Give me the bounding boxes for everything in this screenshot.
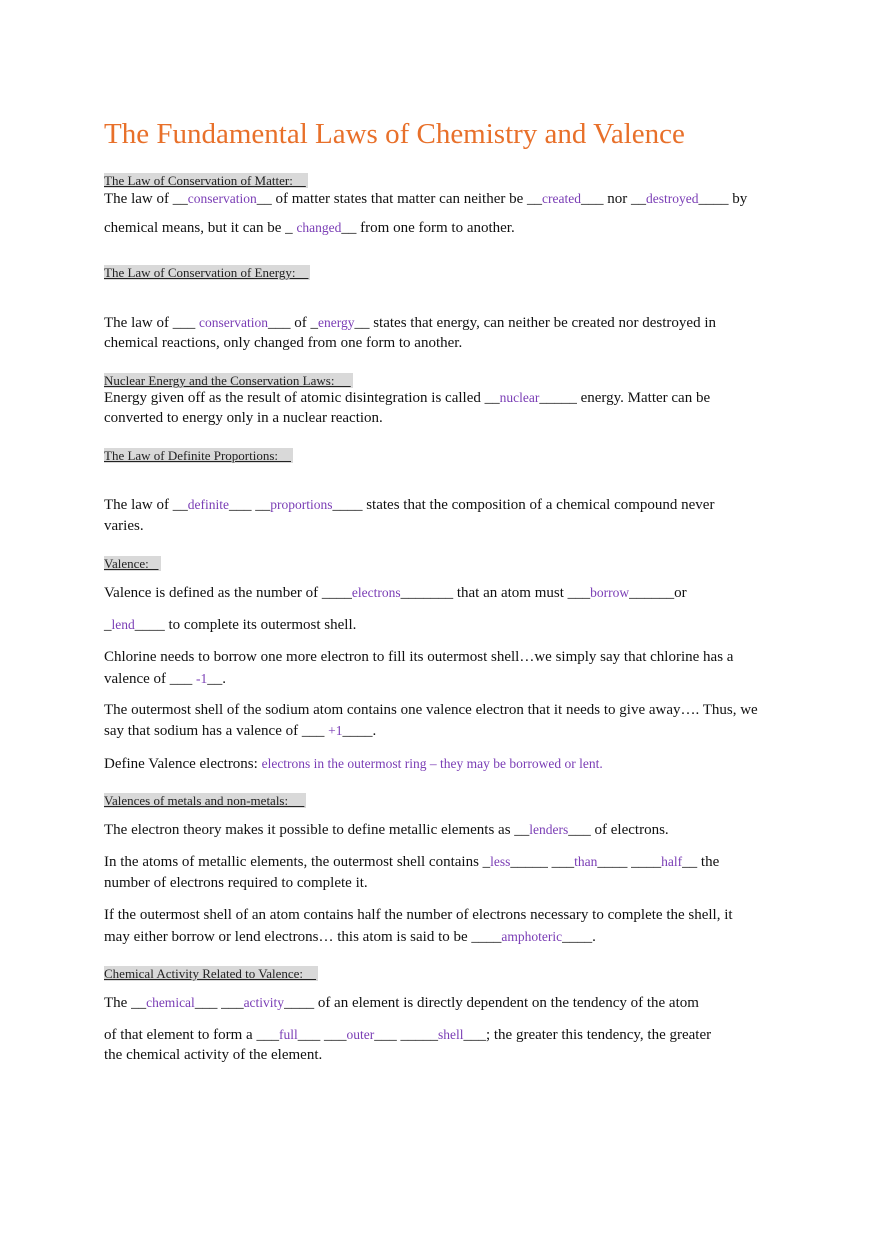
valence-line-7: Define Valence electrons: electrons in the outermost ring – they may be borrowed or lent. (104, 756, 603, 772)
answer-chemical: chemical (146, 995, 195, 1010)
answer-conservation: conservation (187, 191, 257, 206)
metals-line-4: If the outermost shell of an atom contains half the number of electrons necessary to complete the shell, it (104, 907, 733, 923)
section-heading-metals-nonmetals: Valences of metals and non-metals: (104, 793, 305, 808)
answer-borrow: borrow (590, 585, 630, 600)
metals-line-2: In the atoms of metallic elements, the outermost shell contains _less_____ ___than____ ____half__ the (104, 854, 720, 870)
activity-line-3: the chemical activity of the element. (104, 1047, 323, 1063)
energy-line-1: The law of ___ conservation___ of _energy__ states that energy, can neither be created nor destroyed in (104, 315, 716, 331)
metals-line-1: The electron theory makes it possible to define metallic elements as __lenders___ of electrons. (104, 822, 669, 838)
valence-line-1: Valence is defined as the number of ____electrons_______ that an atom must ___borrow______or (104, 585, 687, 601)
metals-line-3: number of electrons required to complete it. (104, 875, 368, 891)
energy-line-2: chemical reactions, only changed from one form to another. (104, 335, 463, 351)
answer-conservation-energy: conservation (198, 315, 268, 330)
page-title: The Fundamental Laws of Chemistry and Valence (104, 118, 685, 150)
valence-line-2: _lend____ to complete its outermost shell. (104, 617, 357, 633)
valence-line-6: say that sodium has a valence of ___ +1____. (104, 723, 377, 739)
nuclear-line-1: Energy given off as the result of atomic disintegration is called __nuclear_____ energy. Matter can be (104, 390, 711, 406)
definite-line-2: varies. (104, 518, 144, 534)
section-heading-nuclear-energy: Nuclear Energy and the Conservation Laws: (104, 373, 351, 388)
valence-line-4: valence of ___ -1__. (104, 671, 227, 687)
answer-lend: lend (111, 617, 135, 632)
answer-created: created (542, 191, 581, 206)
nuclear-line-2: converted to energy only in a nuclear reaction. (104, 410, 383, 426)
answer-definite: definite (187, 497, 229, 512)
answer-half: half (661, 854, 683, 869)
answer-shell: shell (437, 1027, 464, 1042)
answer-valence-definition: electrons in the outermost ring – they may be borrowed or lent. (261, 756, 603, 771)
answer-minus-one: -1 (196, 671, 208, 686)
answer-plus-one: +1 (328, 723, 343, 738)
metals-line-5: may either borrow or lend electrons… this atom is said to be ____amphoteric____. (104, 929, 596, 945)
answer-electrons: electrons (351, 585, 401, 600)
definite-line-1: The law of __definite___ __proportions____ states that the composition of a chemical compound never (104, 497, 715, 513)
answer-lenders: lenders (529, 822, 569, 837)
matter-line-1: The law of __conservation__ of matter states that matter can neither be __created___ nor __destroyed____ by (104, 191, 748, 207)
answer-destroyed: destroyed (646, 191, 699, 206)
answer-changed: changed (296, 220, 342, 235)
answer-full: full (278, 1027, 298, 1042)
activity-line-2: of that element to form a ___full___ ___outer___ _____shell___; the greater this tendency, the greater (104, 1027, 712, 1043)
section-heading-definite-proportions: The Law of Definite Proportions: (104, 448, 292, 463)
answer-less: less (490, 854, 511, 869)
answer-amphoteric: amphoteric (501, 929, 563, 944)
answer-energy: energy (317, 315, 355, 330)
matter-line-2: chemical means, but it can be _ changed__ from one form to another. (104, 220, 515, 236)
answer-outer: outer (346, 1027, 375, 1042)
answer-than: than (574, 854, 598, 869)
valence-line-3: Chlorine needs to borrow one more electron to fill its outermost shell…we simply say that chlorine has a (104, 649, 734, 665)
answer-nuclear: nuclear (499, 390, 540, 405)
valence-line-5: The outermost shell of the sodium atom contains one valence electron that it needs to give away…. Thus, we (104, 702, 758, 718)
answer-activity: activity (243, 995, 285, 1010)
section-heading-chemical-activity: Chemical Activity Related to Valence: (104, 966, 317, 981)
section-heading-valence: Valence: (104, 556, 159, 571)
section-heading-conservation-of-energy: The Law of Conservation of Energy: (104, 265, 309, 280)
activity-line-1: The __chemical___ ___activity____ of an element is directly dependent on the tendency of the atom (104, 995, 699, 1011)
section-heading-conservation-of-matter: The Law of Conservation of Matter: (104, 173, 306, 188)
answer-proportions: proportions (270, 497, 333, 512)
